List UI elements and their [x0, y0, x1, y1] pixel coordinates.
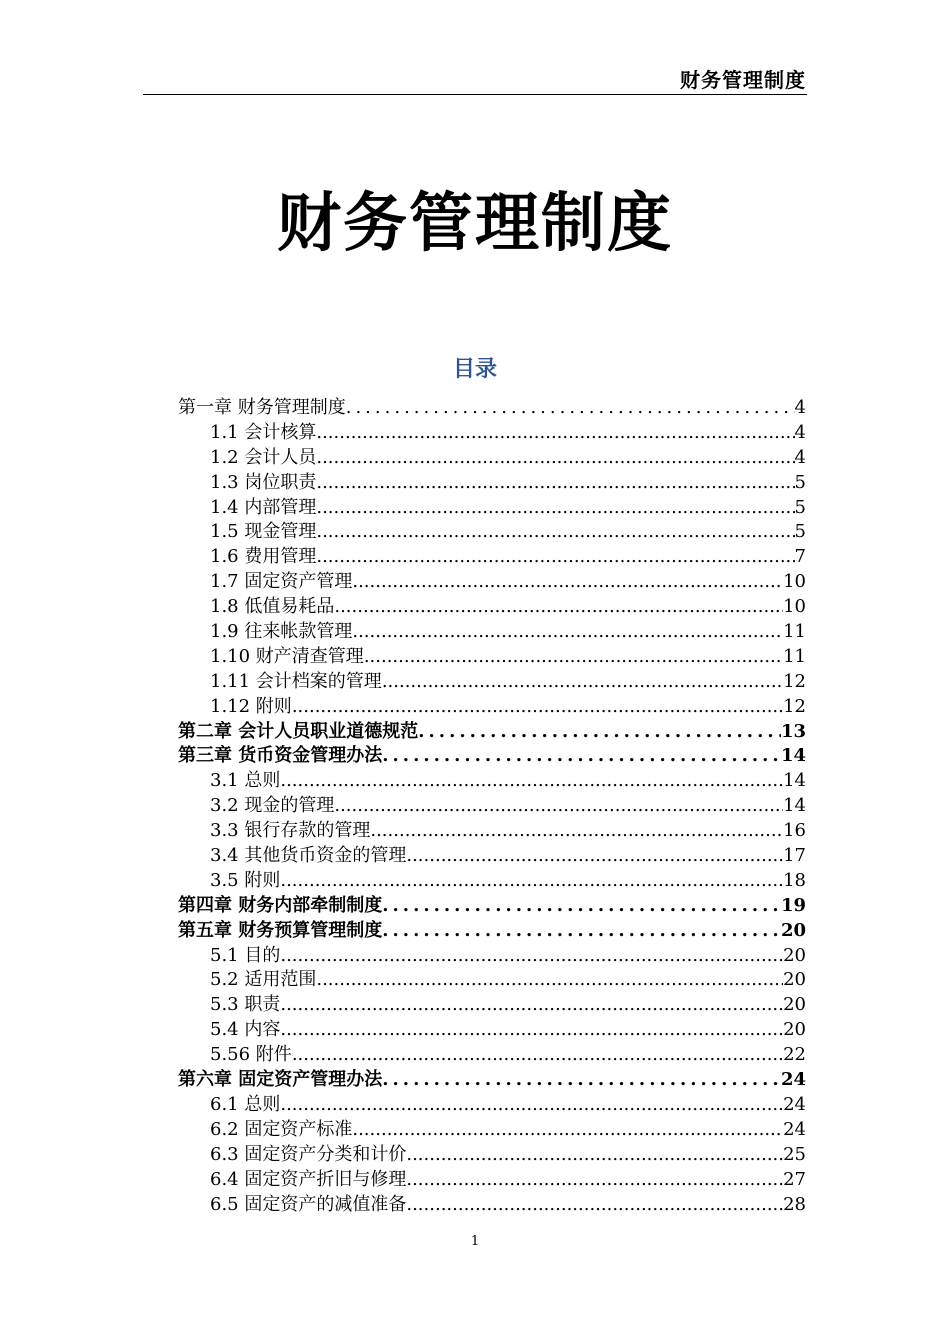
toc-entry[interactable] [178, 869, 806, 894]
toc-dot-leader [280, 1093, 783, 1118]
toc-entry[interactable] [178, 1018, 806, 1043]
toc-entry-page: 14 [783, 770, 806, 792]
toc-entry-label: 1.11 会计档案的管理 [210, 670, 382, 692]
toc-dot-leader [352, 620, 783, 645]
toc-entry[interactable] [178, 396, 806, 421]
toc-entry-label: 1.5 现金管理 [210, 521, 317, 543]
toc-dot-leader [346, 396, 795, 421]
toc-dot-leader [370, 819, 783, 844]
toc-entry-label: 1.12 附则 [210, 695, 292, 717]
toc-entry-page: 10 [783, 571, 806, 593]
toc-entry-label: 3.2 现金的管理 [210, 795, 335, 817]
toc-entry-page: 11 [783, 621, 806, 643]
toc-entry-page: 25 [783, 1143, 806, 1165]
toc-entry-page: 17 [783, 845, 806, 867]
toc-entry-page: 12 [783, 695, 806, 717]
toc-dot-leader [316, 496, 794, 521]
toc-entry[interactable] [178, 545, 806, 570]
toc-entry-label: 第六章 固定资产管理办法 [178, 1069, 383, 1091]
toc-entry[interactable] [178, 496, 806, 521]
toc-entry-page: 18 [783, 869, 806, 891]
toc-entry-label: 1.4 内部管理 [210, 496, 317, 518]
toc-entry-label: 1.9 往来帐款管理 [210, 621, 353, 643]
toc-entry-page: 24 [780, 1069, 806, 1091]
toc-entry-label: 1.8 低值易耗品 [210, 596, 335, 618]
toc-entry-page: 24 [783, 1118, 806, 1140]
toc-entry[interactable] [178, 520, 806, 545]
toc-dot-leader [316, 471, 794, 496]
toc-entry[interactable] [178, 645, 806, 670]
toc-entry-label: 3.5 附则 [210, 869, 281, 891]
toc-entry[interactable] [178, 894, 806, 919]
toc-entry-page: 20 [780, 919, 806, 941]
toc-dot-leader [382, 670, 783, 695]
toc-entry[interactable] [178, 670, 806, 695]
toc-entry-label: 3.3 银行存款的管理 [210, 820, 371, 842]
toc-dot-leader [382, 1068, 781, 1093]
toc-entry[interactable] [178, 1193, 806, 1218]
toc-dot-leader [334, 595, 783, 620]
toc-entry-page: 20 [783, 969, 806, 991]
toc-entry-page: 4 [794, 446, 806, 468]
toc-entry-label: 1.7 固定资产管理 [210, 571, 353, 593]
toc-entry-page: 14 [783, 795, 806, 817]
toc-dot-leader [316, 545, 794, 570]
toc-entry-label: 1.6 费用管理 [210, 546, 317, 568]
running-header-title: 财务管理制度 [680, 68, 806, 92]
toc-entry[interactable] [178, 1043, 806, 1068]
toc-dot-leader [334, 794, 783, 819]
toc-entry[interactable] [178, 1143, 806, 1168]
toc-entry-page: 22 [783, 1044, 806, 1066]
toc-dot-leader [280, 769, 783, 794]
toc-entry-label: 6.3 固定资产分类和计价 [210, 1143, 407, 1165]
toc-heading: 目录 [452, 357, 497, 382]
toc-entry-label: 第三章 货币资金管理办法 [178, 745, 383, 767]
toc-entry-label: 1.3 岗位职责 [210, 471, 317, 493]
toc-entry-page: 5 [794, 521, 806, 543]
toc-entry[interactable] [178, 744, 806, 769]
toc-entry-page: 12 [783, 670, 806, 692]
toc-entry-label: 第五章 财务预算管理制度 [178, 919, 383, 941]
toc-entry[interactable] [178, 595, 806, 620]
toc-entry-page: 11 [783, 645, 806, 667]
toc-dot-leader [352, 1118, 783, 1143]
toc-entry-label: 第四章 财务内部牵制制度 [178, 894, 383, 916]
toc-dot-leader [280, 1018, 783, 1043]
toc-entry-label: 5.2 适用范围 [210, 969, 317, 991]
toc-entry-page: 13 [780, 720, 806, 742]
toc-entry-page: 14 [780, 745, 806, 767]
document-title: 财务管理制度 [277, 187, 673, 261]
toc-entry[interactable] [178, 944, 806, 969]
toc-entry[interactable] [178, 1168, 806, 1193]
toc-dot-leader [316, 446, 794, 471]
toc-entry-label: 第二章 会计人员职业道德规范 [178, 720, 419, 742]
toc-entry-page: 4 [794, 421, 806, 443]
toc-entry[interactable] [178, 993, 806, 1018]
toc-entry-page: 5 [794, 471, 806, 493]
toc-entry-page: 20 [783, 994, 806, 1016]
toc-entry[interactable] [178, 968, 806, 993]
toc-entry[interactable] [178, 446, 806, 471]
toc-entry-page: 24 [783, 1093, 806, 1115]
toc-entry-label: 第一章 财务管理制度 [178, 397, 346, 418]
toc-dot-leader [280, 869, 783, 894]
toc-entry-page: 20 [783, 944, 806, 966]
toc-entry[interactable] [178, 570, 806, 595]
toc-entry[interactable] [178, 1093, 806, 1118]
toc-dot-leader [406, 1143, 783, 1168]
toc-dot-leader [382, 744, 781, 769]
toc-entry-label: 1.10 财产清查管理 [210, 645, 364, 667]
toc-entry-page: 7 [794, 546, 806, 568]
toc-entry[interactable] [178, 919, 806, 944]
toc-entry[interactable] [178, 769, 806, 794]
toc-dot-leader [382, 894, 781, 919]
toc-dot-leader [280, 993, 783, 1018]
toc-entry-label: 5.56 附件 [210, 1044, 292, 1066]
toc-entry[interactable] [178, 794, 806, 819]
toc-dot-leader [406, 844, 783, 869]
toc-dot-leader [406, 1193, 783, 1218]
toc-dot-leader [292, 695, 783, 720]
toc-dot-leader [418, 720, 781, 745]
toc-entry[interactable] [178, 819, 806, 844]
toc-entry-page: 28 [783, 1193, 806, 1215]
toc-entry[interactable] [178, 695, 806, 720]
toc-entry-label: 3.1 总则 [210, 770, 281, 792]
toc-dot-leader [352, 570, 783, 595]
toc-entry-label: 6.2 固定资产标准 [210, 1118, 353, 1140]
toc-dot-leader [406, 1168, 783, 1193]
toc-entry-label: 5.3 职责 [210, 994, 281, 1016]
toc-entry[interactable] [178, 720, 806, 745]
toc-entry[interactable] [178, 471, 806, 496]
toc-dot-leader [280, 944, 783, 969]
toc-dot-leader [316, 968, 783, 993]
toc-entry-label: 1.2 会计人员 [210, 446, 317, 468]
toc-entry-label: 1.1 会计核算 [210, 421, 317, 443]
toc-entry-page: 5 [794, 496, 806, 518]
toc-entry-page: 10 [783, 596, 806, 618]
toc-entry[interactable] [178, 844, 806, 869]
toc-entry-page: 19 [780, 894, 806, 916]
toc-entry-label: 5.4 内容 [210, 1019, 281, 1041]
toc-entry-label: 3.4 其他货币资金的管理 [210, 845, 407, 867]
toc-entry[interactable] [178, 620, 806, 645]
toc-dot-leader [316, 520, 794, 545]
toc-entry[interactable] [178, 1118, 806, 1143]
toc-entry-page: 4 [794, 397, 806, 418]
toc-entry-page: 27 [783, 1168, 806, 1190]
toc-entry-label: 6.4 固定资产折旧与修理 [210, 1168, 407, 1190]
table-of-contents [178, 396, 806, 1217]
toc-entry-label: 6.1 总则 [210, 1093, 281, 1115]
toc-dot-leader [382, 919, 781, 944]
toc-dot-leader [316, 421, 794, 446]
toc-dot-leader [364, 645, 783, 670]
toc-entry-label: 5.1 目的 [210, 944, 281, 966]
toc-entry-page: 20 [783, 1019, 806, 1041]
toc-entry[interactable] [178, 1068, 806, 1093]
toc-entry-page: 16 [783, 820, 806, 842]
header-divider [143, 94, 807, 95]
toc-entry[interactable] [178, 421, 806, 446]
toc-entry-label: 6.5 固定资产的减值准备 [210, 1193, 407, 1215]
toc-dot-leader [292, 1043, 783, 1068]
page-number: 1 [470, 1234, 480, 1249]
